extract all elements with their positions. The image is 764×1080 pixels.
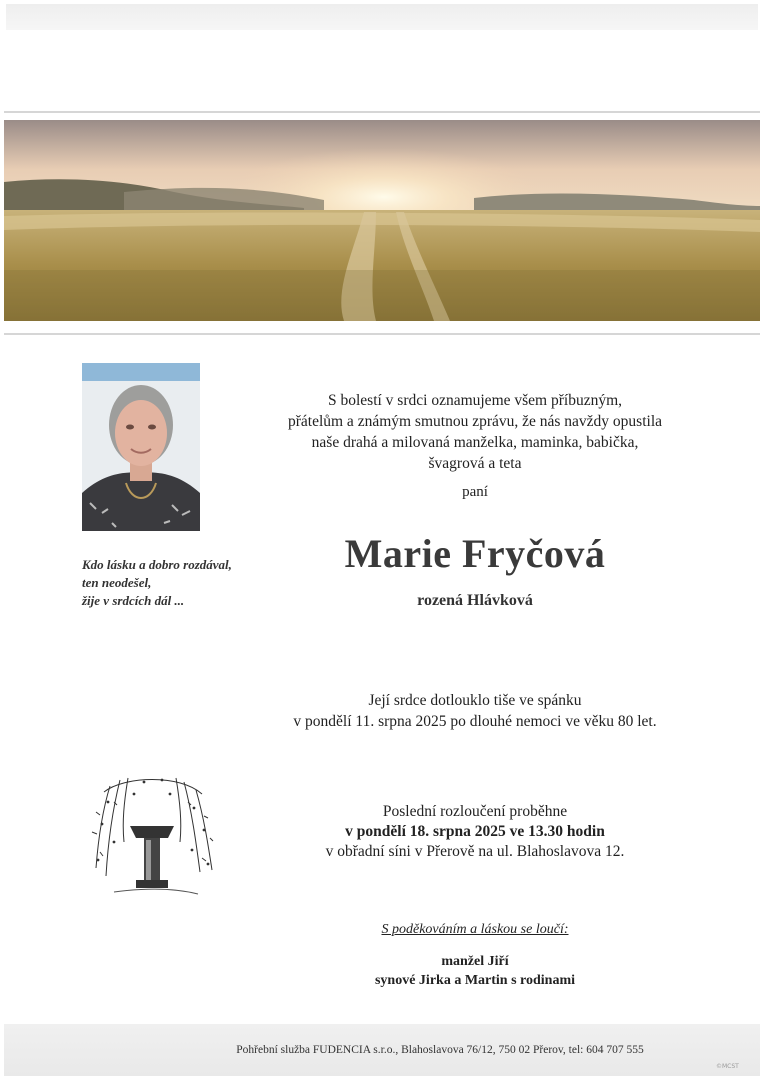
quote-line: Kdo lásku a dobro rozdával, — [82, 557, 232, 572]
announcement-intro — [240, 390, 710, 474]
banner-image — [4, 120, 760, 321]
mourner: synové Jirka a Martin s rodinami — [374, 973, 576, 988]
funeral-date: v pondělí 18. srpna 2025 ve 13.30 hodin — [345, 823, 605, 840]
funeral-service-footer: Pohřební služba FUDENCIA s.r.o., Blahoslavova 76/12, 750 02 Přerov, tel: 604 707 555 — [236, 1044, 644, 1056]
funeral-line: Poslední rozloučení proběhne — [382, 803, 568, 820]
intro-line: přátelům a známým smutnou zprávu, že nás navždy opustila — [287, 413, 663, 430]
top-band — [6, 4, 758, 30]
death-notice — [240, 690, 710, 732]
portrait-photo — [82, 363, 200, 531]
quote-line: ten neodešel, — [82, 575, 152, 590]
maiden-name: rozená Hlávková — [417, 592, 533, 609]
honorific: paní — [462, 484, 488, 500]
intro-line: S bolestí v srdci oznamujeme všem příbuzným, — [327, 392, 622, 409]
intro-line: švagrová a teta — [428, 455, 522, 472]
funeral-info — [240, 802, 710, 862]
intro-line: naše drahá a milovaná manželka, maminka, babička, — [311, 434, 639, 451]
mourner: manžel Jiří — [441, 954, 509, 969]
copyright-mark: ©MCST — [716, 1063, 739, 1070]
funeral-place: v obřadní síni v Přerově na ul. Blahoslavova 12. — [325, 843, 625, 860]
death-line: v pondělí 11. srpna 2025 po dlouhé nemoci ve věku 80 let. — [293, 713, 657, 730]
mourners-heading: S poděkováním a láskou se loučí: — [381, 922, 569, 937]
urn-willow-ornament — [84, 772, 220, 904]
quote-line: žije v srdcích dál ... — [82, 593, 185, 608]
deceased-name: Marie Fryčová — [344, 531, 606, 576]
death-line: Její srdce dotlouklo tiše ve spánku — [368, 692, 582, 709]
mourners-list — [240, 952, 710, 990]
